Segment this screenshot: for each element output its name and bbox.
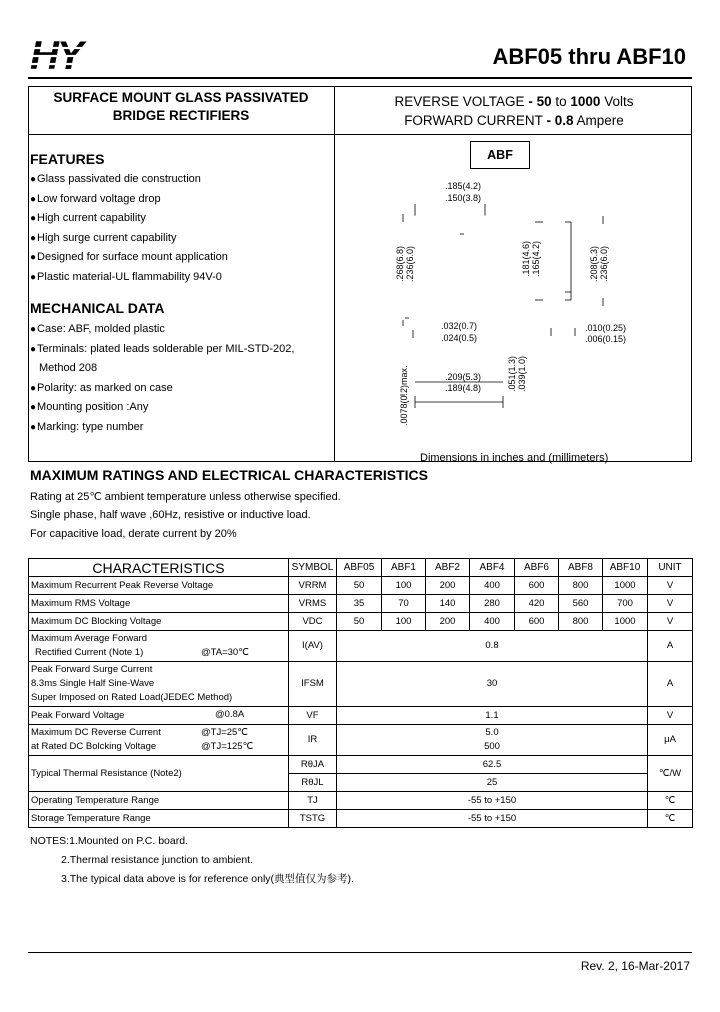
mechanical-list: [30, 320, 294, 438]
mechanical-item: ● Case: ABF, molded plastic: [30, 320, 294, 340]
row-name: Maximum RMS Voltage: [29, 595, 289, 613]
table-row: [29, 810, 693, 828]
table-row: [29, 756, 693, 774]
dim-label: .185(4.2): [445, 181, 482, 191]
row-name-text: Rectified Current (Note 1): [35, 647, 144, 658]
row-value: 25: [337, 774, 648, 792]
feature-item: ● Low forward voltage drop: [30, 190, 228, 210]
row-name: [29, 725, 289, 756]
header-symbol: SYMBOL: [289, 559, 337, 577]
reverse-voltage-line: [336, 92, 692, 111]
features-list: [30, 170, 228, 288]
header-part: ABF10: [603, 559, 648, 577]
forward-current-label: FORWARD CURRENT: [404, 113, 543, 128]
row-symbol: VRRM: [289, 577, 337, 595]
mechanical-item: Method 208: [39, 362, 98, 375]
forward-current-value: 0.8: [554, 113, 574, 128]
row-condition: @0.8A: [215, 709, 245, 720]
row-value-line: 5.0: [485, 727, 499, 738]
table-row: [29, 595, 693, 613]
row-unit: ℃: [648, 792, 693, 810]
rv-unit: Volts: [604, 94, 634, 109]
row-symbol: RθJL: [289, 774, 337, 792]
row-symbol: RθJA: [289, 756, 337, 774]
row-value: 400: [470, 577, 515, 595]
row-name: Maximum DC Blocking Voltage: [29, 613, 289, 631]
table-row: [29, 725, 693, 756]
table-header-row: [29, 559, 693, 577]
row-name-line: [31, 726, 286, 740]
row-value: 560: [559, 595, 603, 613]
header-part: ABF6: [515, 559, 559, 577]
row-unit: V: [648, 707, 693, 725]
dim-label: .039(1.0): [517, 355, 527, 392]
ratings-note: Single phase, half wave ,60Hz, resistive or inductive load.: [30, 509, 311, 521]
row-condition: @TA=30℃: [201, 647, 249, 658]
dim-label: .051(1.3): [507, 355, 517, 392]
mechanical-item: ● Mounting position :Any: [30, 398, 294, 418]
table-row: [29, 707, 693, 725]
table-row: [29, 577, 693, 595]
row-unit: A: [648, 662, 693, 707]
row-value: 800: [559, 577, 603, 595]
row-unit: μA: [648, 725, 693, 756]
dim-label: .150(3.8): [445, 193, 482, 203]
row-value: 600: [515, 577, 559, 595]
row-name-text: Peak Forward Voltage: [31, 709, 125, 721]
dimensions-caption: Dimensions in inches and (millimeters): [420, 452, 609, 464]
feature-item: ● Designed for surface mount application: [30, 248, 228, 268]
note-line: NOTES:1.Mounted on P.C. board.: [30, 835, 188, 847]
row-unit: V: [648, 595, 693, 613]
product-subtitle: [30, 89, 332, 125]
table-row: [29, 631, 693, 662]
row-symbol: IFSM: [289, 662, 337, 707]
header-part: ABF8: [559, 559, 603, 577]
row-unit: ℃/W: [648, 756, 693, 792]
row-name-line: Super Imposed on Rated Load(JEDEC Method): [31, 692, 233, 703]
row-value: 50: [337, 613, 382, 631]
feature-item: ● High surge current capability: [30, 229, 228, 249]
row-value: 0.8: [337, 631, 648, 662]
header-part: ABF2: [426, 559, 470, 577]
row-name: Operating Temperature Range: [29, 792, 289, 810]
row-symbol: TSTG: [289, 810, 337, 828]
row-value: 100: [382, 613, 426, 631]
dim-label: .208(5.3): [589, 245, 599, 282]
row-name-line: [31, 740, 286, 754]
row-value: 70: [382, 595, 426, 613]
row-symbol: VF: [289, 707, 337, 725]
notes: [30, 832, 354, 889]
header-part: ABF1: [382, 559, 426, 577]
header-characteristics: CHARACTERISTICS: [29, 559, 289, 577]
note-line: 2.Thermal resistance junction to ambient.: [61, 854, 254, 866]
frame-divider-right: [334, 134, 692, 135]
fc-dash: -: [546, 113, 551, 128]
header-part: ABF4: [470, 559, 515, 577]
dim-label: .024(0.5): [441, 333, 478, 343]
row-value-line: 500: [484, 741, 500, 752]
dim-label: .0078(0.2)max.: [399, 365, 409, 426]
characteristics-table: [28, 558, 693, 828]
reverse-voltage-max: 1000: [570, 94, 601, 109]
row-value: 420: [515, 595, 559, 613]
row-name-line: Peak Forward Surge Current: [31, 664, 153, 675]
row-symbol: I(AV): [289, 631, 337, 662]
row-value: 200: [426, 577, 470, 595]
dim-label: .181(4.6): [521, 240, 531, 277]
forward-current-line: [336, 111, 692, 130]
row-name: [29, 631, 289, 662]
row-value: 100: [382, 577, 426, 595]
dim-label: .209(5.3): [445, 372, 482, 382]
dim-label: .165(4.2): [531, 240, 541, 277]
fc-unit: Ampere: [576, 113, 624, 128]
row-name: [29, 662, 289, 707]
header-part: ABF05: [337, 559, 382, 577]
feature-item: ● Plastic material-UL flammability 94V-0: [30, 268, 228, 288]
subtitle-line-1: SURFACE MOUNT GLASS PASSIVATED: [53, 90, 309, 105]
row-name: Maximum Recurrent Peak Reverse Voltage: [29, 577, 289, 595]
subtitle-line-2: BRIDGE RECTIFIERS: [112, 108, 250, 123]
row-unit: A: [648, 631, 693, 662]
row-condition: @TJ=25℃: [201, 727, 248, 738]
row-value: 50: [337, 577, 382, 595]
ratings-note: For capacitive load, derate current by 20%: [30, 528, 237, 540]
dim-label: .006(0.15): [585, 334, 627, 344]
row-name-line: 8.3ms Single Half Sine-Wave: [31, 678, 155, 689]
row-unit: ℃: [648, 810, 693, 828]
dim-label: .236(6.0): [405, 245, 415, 282]
dim-label: .032(0.7): [441, 321, 478, 331]
mechanical-item: ● Polarity: as marked on case: [30, 379, 294, 399]
mechanical-heading: MECHANICAL DATA: [30, 300, 165, 316]
row-value: 200: [426, 613, 470, 631]
page-title: ABF05 thru ABF10: [492, 44, 686, 69]
row-value: 280: [470, 595, 515, 613]
row-value: 35: [337, 595, 382, 613]
row-name-line: Maximum Average Forward: [31, 633, 147, 644]
ratings-note: Rating at 25℃ ambient temperature unless otherwise specified.: [30, 491, 341, 503]
dim-label: .189(4.8): [445, 383, 482, 393]
row-value: -55 to +150: [337, 792, 648, 810]
row-name: [29, 707, 289, 725]
row-value: -55 to +150: [337, 810, 648, 828]
table-row: [29, 662, 693, 707]
row-condition: @TJ=125℃: [201, 741, 254, 752]
header-unit: UNIT: [648, 559, 693, 577]
rating-summary: [336, 92, 692, 130]
rv-to: to: [555, 94, 567, 109]
row-name: Typical Thermal Resistance (Note2): [29, 756, 289, 792]
row-symbol: IR: [289, 725, 337, 756]
row-name: Storage Temperature Range: [29, 810, 289, 828]
row-name-line: [31, 646, 286, 660]
package-outline-drawing: [335, 170, 691, 452]
features-heading: FEATURES: [30, 151, 105, 167]
reverse-voltage-label: REVERSE VOLTAGE: [394, 94, 525, 109]
mechanical-item: ● Marking: type number: [30, 418, 294, 438]
row-symbol: VDC: [289, 613, 337, 631]
feature-item: ● High current capability: [30, 209, 228, 229]
package-label: ABF: [470, 141, 530, 169]
row-value: 400: [470, 613, 515, 631]
row-value: 600: [515, 613, 559, 631]
logo-text: HY: [30, 36, 82, 76]
dim-label: .236(6.0): [599, 245, 609, 282]
dim-label: .010(0.25): [585, 323, 627, 333]
row-name-text: Maximum DC Reverse Current: [31, 727, 161, 738]
row-value: 1000: [603, 577, 648, 595]
table-row: [29, 613, 693, 631]
row-name-text: at Rated DC Bolcking Voltage: [31, 741, 157, 752]
note-line: 3.The typical data above is for reference only(典型值仅为参考).: [61, 873, 354, 885]
dim-label: .268(6.8): [395, 245, 405, 282]
row-unit: V: [648, 577, 693, 595]
row-value: 1000: [603, 613, 648, 631]
mechanical-item: ● Terminals: plated leads solderable per MIL-STD-202,: [30, 340, 294, 360]
row-value: 62.5: [337, 756, 648, 774]
row-value: 700: [603, 595, 648, 613]
row-value: 30: [337, 662, 648, 707]
frame-divider-left: [28, 134, 335, 135]
ratings-heading: MAXIMUM RATINGS AND ELECTRICAL CHARACTERISTICS: [30, 467, 428, 483]
company-logo: [28, 36, 160, 76]
footer-rule: [28, 952, 692, 953]
rv-dash: -: [528, 94, 533, 109]
row-value: 1.1: [337, 707, 648, 725]
feature-item: ● Glass passivated die construction: [30, 170, 228, 190]
row-unit: V: [648, 613, 693, 631]
table-row: [29, 792, 693, 810]
row-symbol: TJ: [289, 792, 337, 810]
revision-text: Rev. 2, 16-Mar-2017: [580, 959, 690, 973]
reverse-voltage-min: 50: [536, 94, 552, 109]
row-value: [337, 725, 648, 756]
row-value: 800: [559, 613, 603, 631]
row-value: 140: [426, 595, 470, 613]
row-symbol: VRMS: [289, 595, 337, 613]
header-rule: [28, 77, 692, 79]
